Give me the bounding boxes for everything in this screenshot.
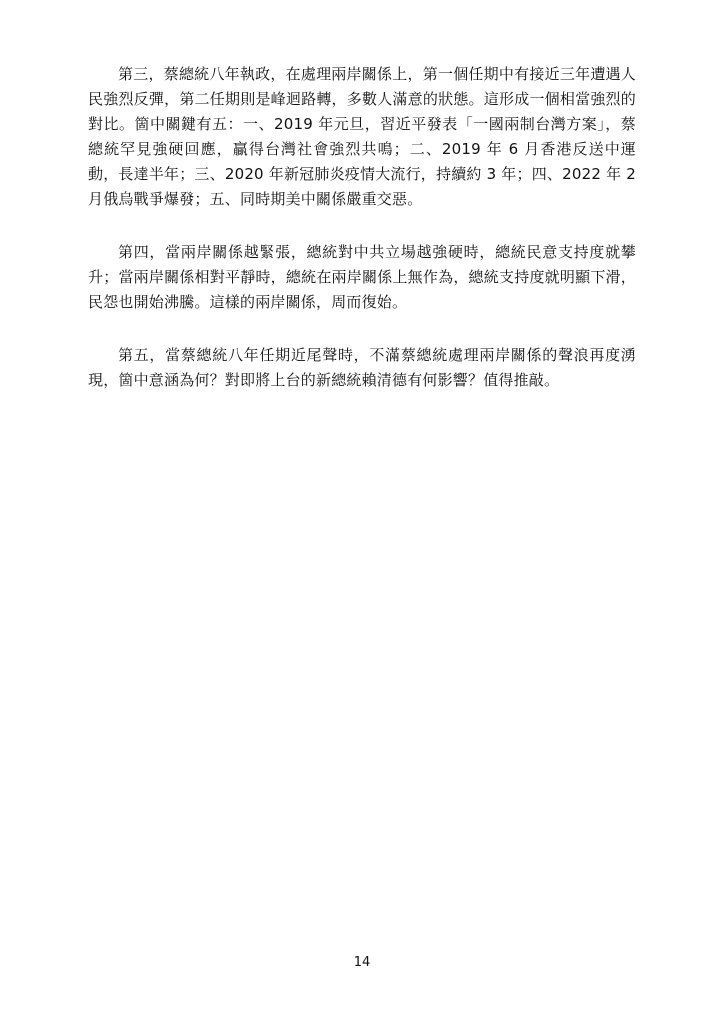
page-number: 14 [353, 955, 371, 970]
paragraph-third-point: 第三，蔡總統八年執政，在處理兩岸關係上，第一個任期中有接近三年遭遇人民強烈反彈，第二任期則是峰迴路轉，多數人滿意的狀態。這形成一個相當強烈的對比。箇中關鍵有五：一、2019 年元旦，習近平發表「一國兩制台灣方案」，蔡總統罕見強硬回應，贏得台灣社會強烈共鳴；二、2019 年 6 月香港反送中運動，長達半年；三、2020 年新冠肺炎疫情大流行，持續約 3 年；四、2022 年 2 月俄烏戰爭爆發；五、同時期美中關係嚴重交惡。 [88, 65, 636, 208]
paragraph-fifth-point: 第五，當蔡總統八年任期近尾聲時，不滿蔡總統處理兩岸關係的聲浪再度湧現，箇中意涵為何？對即將上台的新總統賴清德有何影響？值得推敲。 [88, 346, 636, 389]
paragraph-fourth-point: 第四，當兩岸關係越緊張，總統對中共立場越強硬時，總統民意支持度就攀升；當兩岸關係相對平靜時，總統在兩岸關係上無作為，總統支持度就明顯下滑，民怨也開始沸騰。這樣的兩岸關係，周而復始。 [88, 243, 636, 311]
body-text [88, 62, 636, 421]
